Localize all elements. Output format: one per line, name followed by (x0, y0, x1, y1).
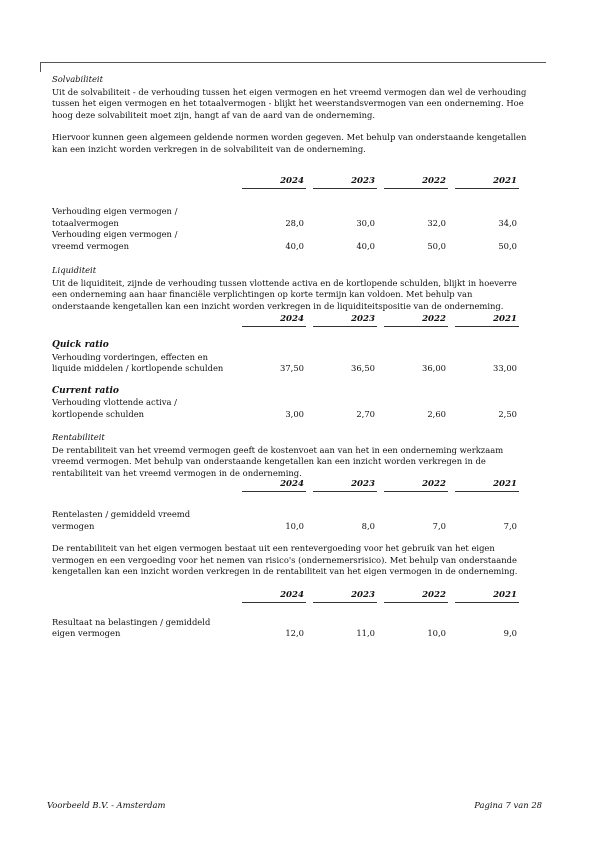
value-cell: 32,0 (427, 217, 446, 228)
table-row (52, 340, 530, 375)
row-label-line: liquide middelen / kortlopende schulden (52, 363, 224, 373)
page-footer (47, 800, 542, 810)
row-label-line: Verhouding eigen vermogen / (52, 206, 178, 216)
value-cell: 40,0 (356, 240, 375, 251)
page-content (52, 74, 530, 640)
year-header-cell: 2021 (455, 479, 519, 492)
value-cell: 10,0 (427, 628, 446, 638)
row-label-line: vermogen (52, 520, 95, 531)
year-header-cell: 2022 (384, 176, 448, 189)
value-cell: 12,0 (285, 628, 304, 638)
row-label-line: totaalvermogen (52, 217, 119, 228)
year-header-cell: 2023 (313, 314, 377, 327)
row-title: Current ratio (52, 385, 119, 396)
row-label-line: kortlopende schulden (52, 408, 145, 419)
year-header-cell: 2021 (455, 314, 519, 327)
value-cell: 50,0 (427, 240, 446, 251)
value-cell: 11,0 (356, 628, 375, 638)
section-heading-solvabiliteit: Solvabiliteit (52, 74, 103, 84)
row-title: Quick ratio (52, 340, 109, 350)
year-header-rentabiliteit-vv (52, 479, 530, 493)
value-cell: 36,50 (351, 363, 375, 373)
value-cell: 28,0 (285, 217, 304, 228)
value-cell: 7,0 (503, 520, 517, 531)
rentabiliteit-paragraph-2: De rentabiliteit van het eigen vermogen bestaat uit een rentevergoeding voor het gebruik van het eigen vermogen en een vergoeding voor het nemen van risico's (ondernemersrisico). Met behulp van onderstaande kengetallen kan een inzicht worden verkregen in de rentabiliteit van het eigen vermogen in de onderneming. (52, 543, 518, 576)
row-label-line: Verhouding eigen vermogen / (52, 229, 178, 239)
table-row (52, 386, 530, 421)
value-cell: 34,0 (498, 217, 517, 228)
value-cell: 7,0 (432, 520, 446, 531)
value-cell: 3,00 (285, 408, 304, 419)
year-header-cell: 2022 (384, 590, 448, 603)
year-header-rentabiliteit-ev (52, 590, 530, 604)
row-label-line: eigen vermogen (52, 628, 121, 638)
header-rule-tick (40, 62, 41, 72)
header-rule (40, 62, 546, 63)
year-header-cell: 2023 (313, 176, 377, 189)
year-header-cell: 2023 (313, 479, 377, 492)
solvabiliteit-paragraph-1: Uit de solvabiliteit - de verhouding tussen het eigen vermogen en het vreemd vermogen dan wel de verhouding tussen het eigen vermogen en het totaalvermogen - blijkt het weerstandsvermogen van een onderneming. Hoe hoog deze solvabiliteit moet zijn, hangt af van de aard van de onderneming. (52, 86, 527, 120)
value-cell: 2,50 (498, 408, 517, 419)
year-header-cell: 2021 (455, 590, 519, 603)
section-heading-liquiditeit: Liquiditeit (52, 265, 97, 275)
table-row (52, 229, 530, 252)
value-cell: 9,0 (503, 628, 517, 638)
year-header-solvabiliteit (52, 176, 530, 190)
year-header-cell: 2021 (455, 176, 519, 189)
year-header-cell: 2024 (242, 479, 306, 492)
value-cell: 30,0 (356, 217, 375, 228)
year-header-cell: 2024 (242, 590, 306, 603)
row-label-line: Verhouding vorderingen, effecten en (52, 351, 209, 362)
value-cell: 40,0 (285, 240, 304, 251)
value-cell: 8,0 (361, 520, 375, 531)
value-cell: 50,0 (498, 240, 517, 251)
row-label-line: vreemd vermogen (52, 240, 129, 251)
row-label-line: Rentelasten / gemiddeld vreemd (52, 509, 191, 519)
table-row (52, 617, 530, 640)
value-cell: 10,0 (285, 520, 304, 531)
liquiditeit-paragraph: Uit de liquiditeit, zijnde de verhouding tussen vlottende activa en de kortlopende schulden, blijkt in hoeverre een onderneming aan haar financiële verplichtingen op korte termijn kan voldoen. Met behulp van onderstaande kengetallen kan een inzicht worden verkregen in de liquiditeitspositie van de onderneming. (52, 277, 517, 311)
row-label-line: Resultaat na belastingen / gemiddeld (52, 616, 211, 627)
year-header-cell: 2024 (242, 314, 306, 327)
footer-page-number: Pagina 7 van 28 (474, 800, 542, 810)
value-cell: 33,00 (493, 363, 517, 373)
solvabiliteit-paragraph-2: Hiervoor kunnen geen algemeen geldende normen worden gegeven. Met behulp van onderstaande kengetallen kan een inzicht worden verkregen in de solvabiliteit van de onderneming. (52, 132, 527, 154)
footer-company: Voorbeeld B.V. - Amsterdam (47, 800, 166, 810)
section-heading-rentabiliteit: Rentabiliteit (52, 432, 105, 442)
value-cell: 37,50 (280, 363, 304, 373)
year-header-cell: 2022 (384, 314, 448, 327)
value-cell: 2,60 (427, 408, 446, 419)
year-header-cell: 2024 (242, 176, 306, 189)
year-header-cell: 2022 (384, 479, 448, 492)
year-header-liquiditeit (52, 314, 530, 328)
year-header-cell: 2023 (313, 590, 377, 603)
row-label-line: Verhouding vlottende activa / (52, 397, 177, 407)
value-cell: 2,70 (356, 408, 375, 419)
table-row (52, 206, 530, 229)
rentabiliteit-paragraph-1: De rentabiliteit van het vreemd vermogen geeft de kostenvoet aan van het in een onderneming werkzaam vreemd vermogen. Met behulp van onderstaande kengetallen kan een inzicht worden verkregen in de rentabiliteit van het vreemd vermogen in de onderneming. (52, 444, 504, 478)
value-cell: 36,00 (422, 363, 446, 373)
table-row (52, 509, 530, 532)
